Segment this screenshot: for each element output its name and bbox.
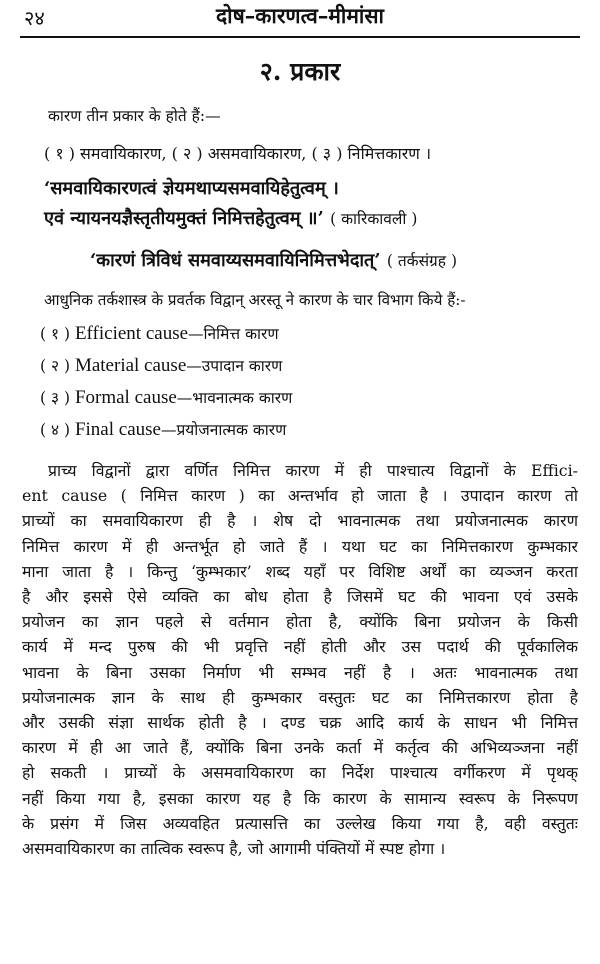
intro-line: कारण तीन प्रकार के होते हैं:— [48, 107, 221, 125]
paragraph-line: के प्रसंग में जिस अव्यवहित प्रत्यासत्ति का उल्लेख किया गया है, वही वस्तुतः [22, 813, 578, 833]
paragraph-line: ent cause ( निमित्त कारण ) का अन्तर्भाव हो जाता है । उपादान कारण तो [22, 486, 578, 506]
section-heading: २. प्रकार [259, 57, 341, 86]
cause-types-line: ( १ ) समवायिकारण, ( २ ) असमवायिकारण, ( ३ ) निमित्तकारण । [44, 144, 432, 163]
cause-1-hindi: —निमित्त कारण [188, 325, 279, 343]
paragraph-line: कार्य में मन्द पुरुष की भी प्रवृत्ति नहीं होती और उस पदार्थ की पूर्वकालिक [22, 637, 578, 657]
aristotle-cause-3 [40, 386, 292, 409]
cause-3-hindi: —भावनात्मक कारण [176, 389, 293, 407]
paragraph-line: प्राच्य विद्वानों द्वारा वर्णित निमित्त कारण में ही पाश्चात्य विद्वानों के Effici- [48, 461, 578, 480]
verse-line-1: ‘समवायिकारणत्वं ज्ञेयमथाप्यसमवायिहेतुत्वम् । [44, 178, 339, 199]
cause-4-english: Final cause [74, 419, 161, 440]
paragraph-line: नहीं किया गया है, इसका कारण यह है कि कारण के सामान्य स्वरूप के निरूपण [22, 788, 578, 808]
verse-line-2-text: एवं न्यायनयज्ञैस्तृतीयमुक्तं निमित्तहेतुत्वम् ॥’ [44, 208, 324, 229]
cause-4-number: ( ४ ) [40, 421, 71, 439]
running-title: दोष–कारणत्व–मीमांसा [216, 3, 384, 28]
paragraph-line: माना जाता है । किन्तु ‘कुम्भकार’ शब्द यहाँ पर विशिष्ट अर्थों का व्यञ्जन करता [22, 561, 578, 581]
body-paragraph [22, 458, 578, 861]
paragraph-line: कारण में ही आ जाते हैं, क्योंकि बिना उनके कर्ता में कर्तृत्व की अभिव्यञ्जना नहीं [22, 738, 578, 758]
cause-2-hindi: —उपादान कारण [186, 357, 283, 375]
verse-line-2-source: ( कारिकावली ) [330, 210, 418, 228]
verse-line-3-source: ( तर्कसंग्रह ) [386, 252, 457, 270]
paragraph-line: प्रयोजनात्मक ज्ञान के साथ ही कुम्भकार वस्तुतः घट का निमित्तकारण होता है [22, 687, 578, 707]
cause-1-english: Efficient cause [74, 323, 189, 344]
verse-line-3 [90, 248, 457, 272]
aristotle-intro: आधुनिक तर्कशास्त्र के प्रवर्तक विद्वान् अरस्तू ने कारण के चार विभाग किये हैं:- [44, 291, 466, 309]
paragraph-line: हो सकती । प्राच्यों के असमवायिकारण का निर्देश पाश्चात्य वर्गीकरण में पृथक् [22, 763, 578, 783]
paragraph-line: प्राच्यों का समवायिकारण ही है । शेष दो भावनात्मक तथा प्रयोजनात्मक कारण [22, 511, 578, 531]
cause-2-number: ( २ ) [40, 357, 71, 375]
header-rule [20, 36, 580, 38]
cause-1-number: ( १ ) [40, 325, 71, 343]
paragraph-line: और उसकी संज्ञा सार्थक होती है । दण्ड चक्र आदि कार्य के साधन भी निमित्त [22, 713, 578, 733]
page-header [20, 2, 580, 36]
aristotle-cause-2 [40, 354, 282, 377]
paragraph-line: प्रयोजन का ज्ञान पहले से वर्तमान होता है, क्योंकि बिना प्रयोजन के किसी [22, 612, 578, 632]
aristotle-cause-1 [40, 322, 279, 345]
paragraph-line: भावना के बिना उसका निर्माण भी सम्भव नहीं है । अतः भावनात्मक तथा [22, 662, 578, 682]
paragraph-line: निमित्त कारण में ही अन्तर्भूत हो जाते हैं । यथा घट का निमित्तकारण कुम्भकार [22, 536, 578, 556]
cause-3-number: ( ३ ) [40, 389, 71, 407]
cause-2-english: Material cause [74, 355, 187, 376]
aristotle-cause-4 [40, 418, 286, 441]
page-number: २४ [24, 6, 45, 30]
cause-4-hindi: —प्रयोजनात्मक कारण [160, 421, 287, 439]
paragraph-line: असमवायिकारण का तात्विक स्वरूप है, जो आगामी पंक्तियों में स्पष्ट होगा । [22, 839, 446, 859]
verse-line-2 [44, 206, 417, 230]
cause-3-english: Formal cause [74, 387, 177, 408]
verse-line-3-text: ‘कारणं त्रिविधं समवाय्यसमवायिनिमित्तभेदात्’ [90, 250, 381, 271]
paragraph-line: है और इससे ऐसे व्यक्ति का बोध होता है जिसमें घट की भावना एवं उसके [22, 587, 578, 607]
